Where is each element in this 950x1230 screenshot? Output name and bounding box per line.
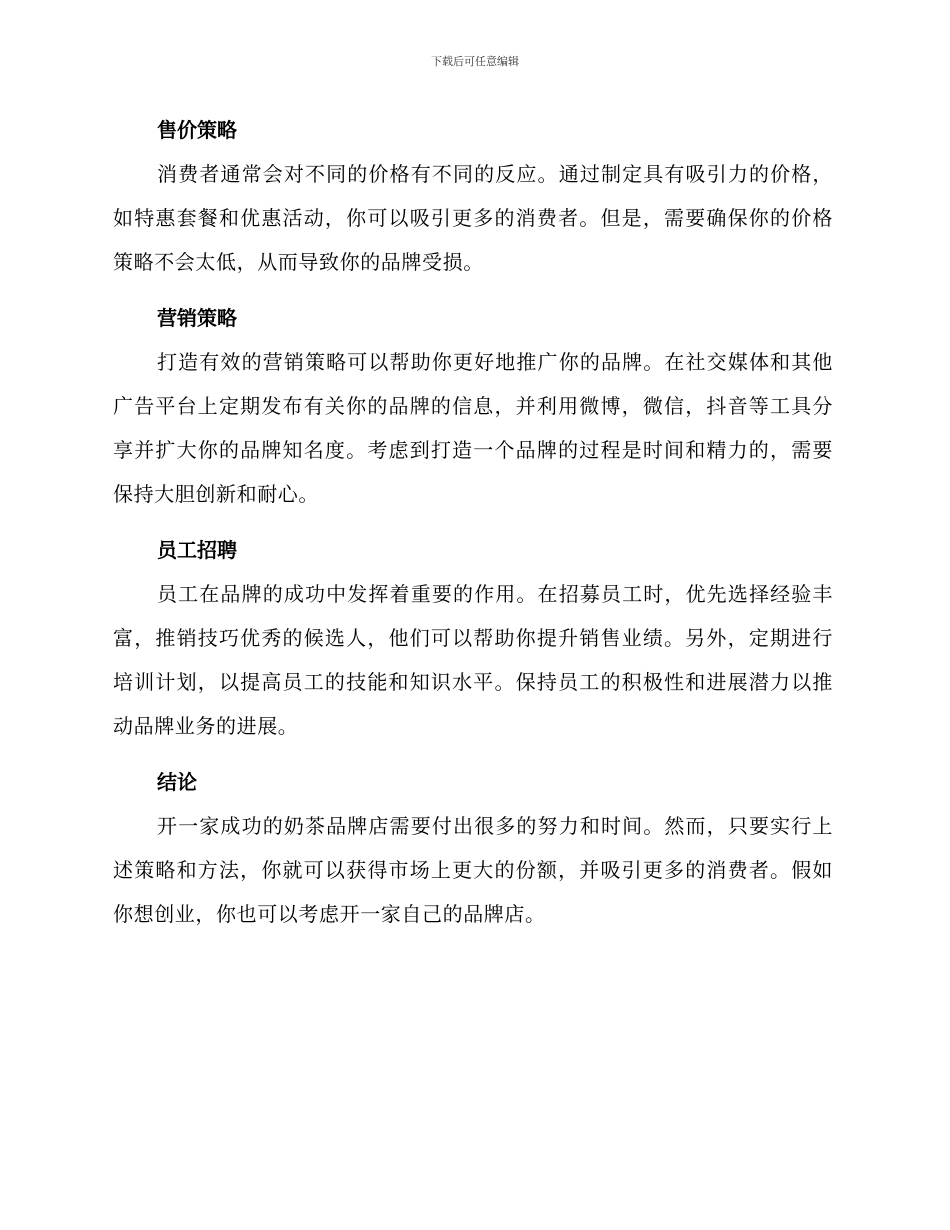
section-paragraph: 消费者通常会对不同的价格有不同的反应。通过制定具有吸引力的价格，如特惠套餐和优惠活动，你可以吸引更多的消费者。但是，需要确保你的价格策略不会太低，从而导致你的品牌受损。: [113, 162, 833, 274]
page-header: 下载后可任意编辑: [431, 55, 519, 68]
section-pricing: [113, 108, 833, 284]
document-body: [113, 108, 833, 948]
section-heading: 营销策略: [157, 306, 237, 330]
section-paragraph: 开一家成功的奶茶品牌店需要付出很多的努力和时间。然而，只要实行上述策略和方法，你就可以获得市场上更大的份额，并吸引更多的消费者。假如你想创业，你也可以考虑开一家自己的品牌店。: [113, 814, 833, 926]
section-heading: 结论: [157, 770, 197, 794]
section-heading: 售价策略: [157, 118, 237, 142]
section-recruitment: [113, 528, 833, 748]
section-heading: 员工招聘: [157, 538, 237, 562]
section-paragraph: 打造有效的营销策略可以帮助你更好地推广你的品牌。在社交媒体和其他广告平台上定期发布有关你的品牌的信息，并利用微博，微信，抖音等工具分享并扩大你的品牌知名度。考虑到打造一个品牌的过程是时间和精力的，需要保持大胆创新和耐心。: [113, 350, 833, 506]
section-conclusion: [113, 760, 833, 936]
section-marketing: [113, 296, 833, 516]
section-paragraph: 员工在品牌的成功中发挥着重要的作用。在招募员工时，优先选择经验丰富，推销技巧优秀的候选人，他们可以帮助你提升销售业绩。另外，定期进行培训计划，以提高员工的技能和知识水平。保持员工的积极性和进展潜力以推动品牌业务的进展。: [113, 582, 833, 738]
